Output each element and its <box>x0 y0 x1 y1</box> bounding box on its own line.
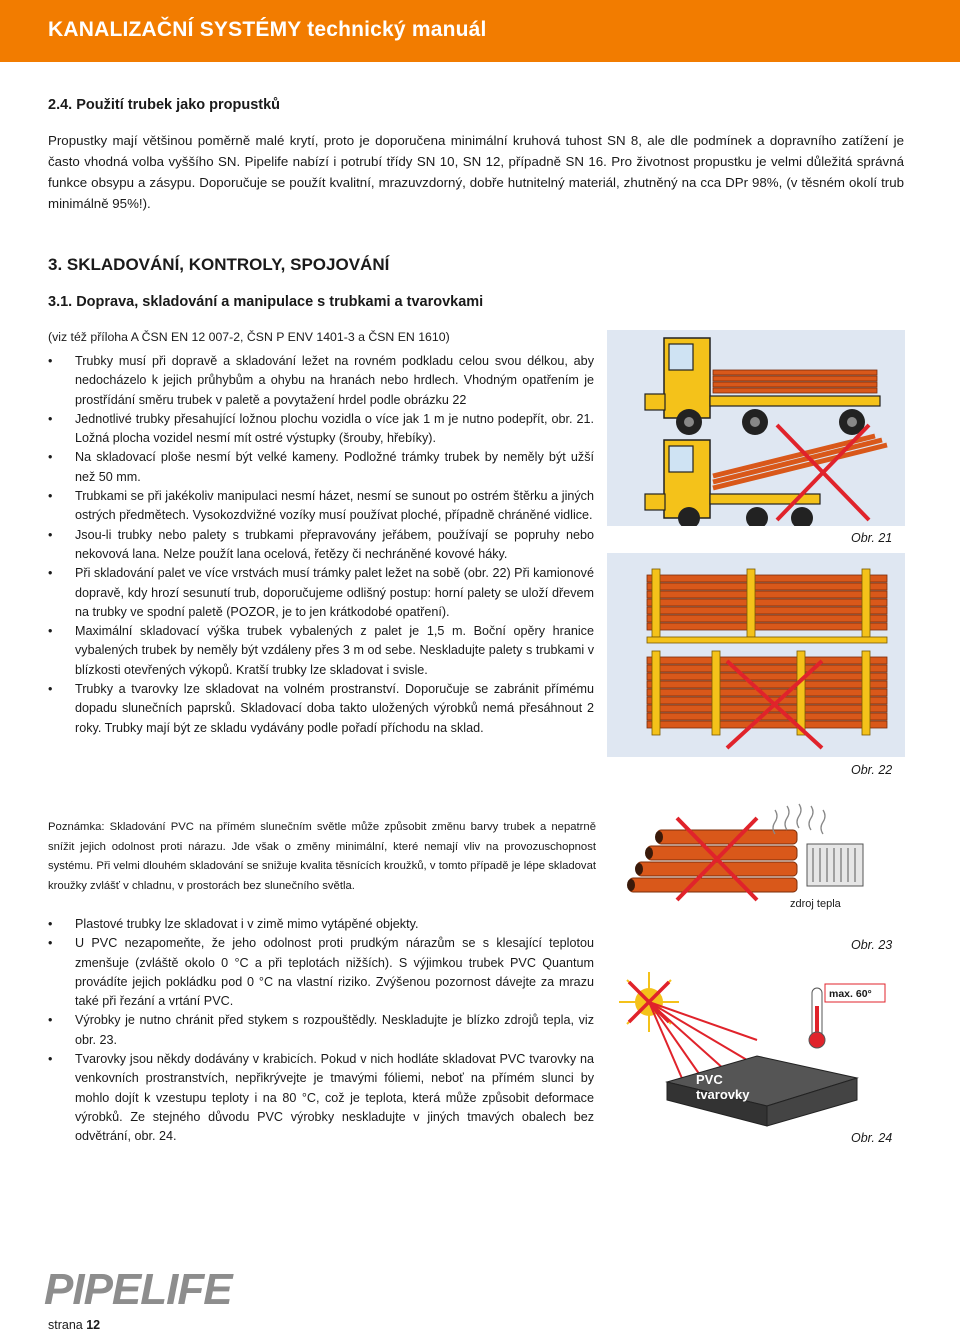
heat-source-label: zdroj tepla <box>790 898 841 910</box>
list-item: • Při skladování palet ve více vrstvách musí trámky palet ležet na sobě (obr. 22) Při kamionové dopravě, kdy hrozí sesunutí trub, doporučujeme odlišný postup: horní palety se uloží dřevem na trubky ve spodní paletě (POZOR, je to jen krátkodobé opatření). <box>48 564 594 622</box>
figure-23-heat-source <box>607 800 905 930</box>
pallet-illustration <box>607 553 905 757</box>
bullet-list-secondary <box>48 915 594 1147</box>
section-2-4-title: 2.4. Použití trubek jako propustků <box>48 97 281 113</box>
figure-21-trucks <box>607 330 905 526</box>
list-item: • Jednotlivé trubky přesahující ložnou plochu vozidla o více jak 1 m je nutno podepřít, obr. 21. Ložná plocha vozidel nesmí mít ostré výstupky (šrouby, hřebíky). <box>48 410 594 449</box>
storage-note: Poznámka: Skladování PVC na přímém slunečním světle může způsobit změnu barvy trubek a nepatrně snížit jejich odolnost proti nárazu. Jde však o změny minimální, které nemají vliv na provozuschopnost systému. Při velmi dlouhém skladování se snižuje kvalita těsnících kroužků, v tomto případě je lépe skladovat kroužky zvlášť v chladnu, v prostorách bez slunečního světla. <box>48 821 596 892</box>
section-3-1-title: 3.1. Doprava, skladování a manipulace s trubkami a tvarovkami <box>48 294 484 310</box>
bullet-list-main <box>48 352 594 738</box>
figure-24-sun-box <box>607 960 905 1128</box>
list-item: • Trubky a tvarovky lze skladovat na volném prostranství. Doporučuje se zabránit přímému dopadu slunečních paprsků. Skladovací doba takto uložených výrobků nemá přesáhnout 2 roky. Trubky mají být ze skladu vydávány podle pořadí příchodu na sklad. <box>48 680 594 738</box>
list-item: • Trubkami se při jakékoliv manipulaci nesmí házet, nesmí se sunout po ostrém štěrku a jiných ostrých předmětech. Vysokozdvižné vozíky musí používat ploché, případně chráněné vidlice. <box>48 487 594 526</box>
list-item: • U PVC nezapomeňte, že jeho odolnost proti prudkým nárazům se s klesající teplotou zmenšuje (zvláště okolo 0 °C a při teplotách nižších). S výjimkou trubek PVC Quantum provádíte jejich pokládku pod 0 °C na vlastní riziko. Zvýšenou pozornost dávejte za mrazu také při řezání a vrtání PVC. <box>48 934 594 1011</box>
list-item: • Tvarovky jsou někdy dodávány v krabicích. Pokud v nich hodláte skladovat PVC tvarovky na venkovních prostranstvích, nepřikrývejte je tmavými fóliemi, neboť na přímém slunci by mohlo dojít k vzestupu teploty i na 80 °C, což je teplota, která může způsobit deformace výrobků. Ze stejného důvodu PVC výrobky neskladujte v jiných tmavých obalech bez odvětrání, obr. 24. <box>48 1050 594 1146</box>
list-item: • Výrobky je nutno chránit před stykem s rozpouštědly. Neskladujte je blízko zdrojů tepla, viz obr. 23. <box>48 1011 594 1050</box>
reference-text: (viz též příloha A ČSN EN 12 007-2, ČSN P ENV 1401-3 a ČSN EN 1610) <box>48 330 450 344</box>
list-item: • Trubky musí při dopravě a skladování ležet na rovném podkladu celou svou délkou, aby nedocházelo k jejich průhybům a ohybu na hranách nebo hrdlech. Vhodným opatřením je prostřídání směru trubek v paletě a povytažení hrdel podle obrázku 22 <box>48 352 594 410</box>
company-logo: PIPELIFE <box>44 1265 232 1314</box>
page-number <box>48 1318 100 1332</box>
page-number-value: 12 <box>86 1318 101 1332</box>
sun-box-illustration <box>607 960 905 1128</box>
box-label-line1: PVC <box>696 1072 723 1087</box>
pipe-stack-icon <box>627 830 797 892</box>
list-item: • Plastové trubky lze skladovat i v zimě mimo vytápěné objekty. <box>48 915 594 934</box>
header-bar <box>0 0 960 62</box>
thermometer-icon <box>809 988 825 1048</box>
max-temp-label: max. 60° <box>829 988 872 1000</box>
pallet-stack-wrong-icon <box>647 651 887 748</box>
page-word: strana <box>48 1318 83 1332</box>
pallet-stack-correct-icon <box>647 569 887 643</box>
figure-24-caption: Obr. 24 <box>851 1131 893 1145</box>
box-label <box>696 1072 749 1102</box>
figure-21-caption: Obr. 21 <box>851 531 893 545</box>
truck-correct-icon <box>645 338 880 435</box>
list-item: • Jsou-li trubky nebo palety s trubkami přepravovány jeřábem, používají se popruhy nebo nekovová lana. Nelze použít lana ocelová, řetězy či nechráněné kovové háky. <box>48 526 594 565</box>
heat-source-illustration <box>607 800 905 930</box>
header-title: KANALIZAČNÍ SYSTÉMY technický manuál <box>48 18 487 41</box>
radiator-icon <box>807 844 863 886</box>
figure-23-caption: Obr. 23 <box>851 938 893 952</box>
figure-22-pallets <box>607 553 905 757</box>
figure-22-caption: Obr. 22 <box>851 763 893 777</box>
truck-wrong-icon <box>645 425 887 526</box>
list-item: • Maximální skladovací výška trubek vybalených z palet je 1,5 m. Boční opěry hranice vybalených trubek by neměly být vzdáleny přes 3 m od sebe. Neskladujte palety s trubkami v blízkosti otevřených výkopů. Kratší trubky lze skladovat i svisle. <box>48 622 594 680</box>
section-3-title: 3. SKLADOVÁNÍ, KONTROLY, SPOJOVÁNÍ <box>48 255 390 274</box>
box-label-line2: tvarovky <box>696 1087 750 1102</box>
section-2-4-text: Propustky mají většinou poměrně malé krytí, proto je doporučena minimální kruhová tuhost SN 8, ale dle podmínek a dopravního zatížení je často vhodná volba vyššího SN. Pipelife nabízí i potrubí třídy SN 10, SN 12, případně SN 16. Pro životnost propustku je velmi důležitá správná funkce obsypu a zásypu. Doporučuje se použít kvalitní, mrazuvzdorný, dobře hutnitelný materiál, zhutněný na cca DPr 98%, (v těsném okolí trub minimálně 95%!). <box>48 133 904 211</box>
list-item: • Na skladovací ploše nesmí být velké kameny. Podložné trámky trubek by neměly být užší než 50 mm. <box>48 448 594 487</box>
truck-illustration <box>607 330 905 526</box>
